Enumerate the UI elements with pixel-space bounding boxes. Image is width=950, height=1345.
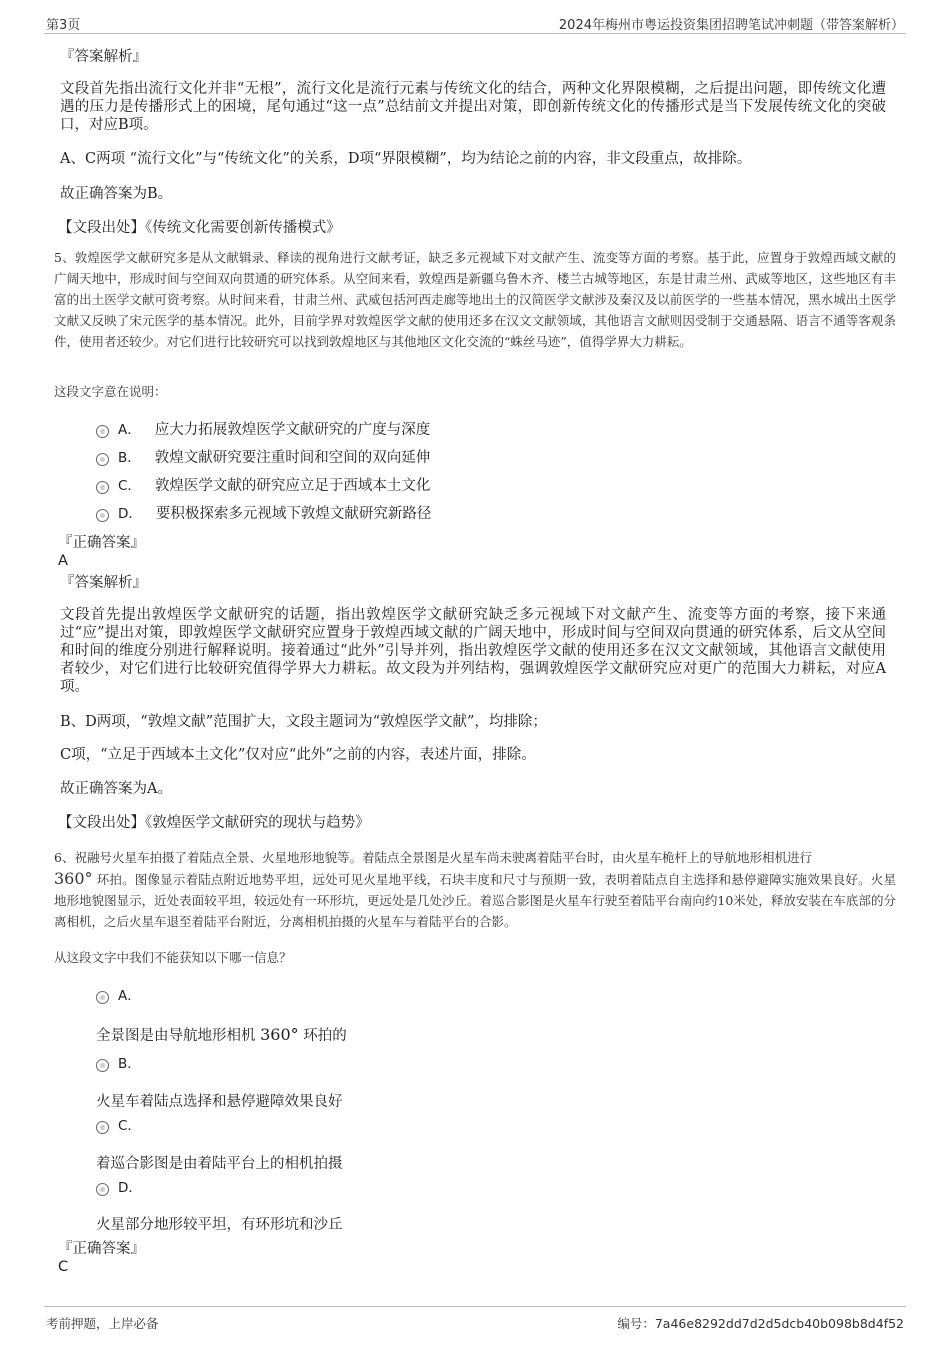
q5-analysis-paragraph-1: 文段首先提出敦煌医学文献研究的话题，指出敦煌医学文献研究缺乏多元视域下对文献产生、流变等方面的考察，接下来通过“应”提出对策，即敦煌医学文献研究应置身于敦煌西域文献的广阔天地中，形成时间与空间双向贯通的研究体系，后文从空间和时间的维度分别进行解释说明。接着通过“此外”引导并列，指出敦煌医学文献的使用还多在汉文文献领域，其他语言文献使用者较少，对它们进行比较研究值得学界大力耕耘。故文段为并列结构，强调敦煌医学文献研究应对更广的范围大力耕耘，对应A项。 (60, 607, 886, 695)
q6-correct-answer: C (58, 1259, 69, 1275)
q6-option-b[interactable] (96, 1052, 155, 1072)
radio-button[interactable] (96, 425, 109, 438)
option-degree: 360° (260, 1025, 299, 1044)
footer-slogan: 考前押题，上岸必备 (46, 1316, 159, 1331)
footer-document-id: 编号：7a46e8292dd7d2d5dcb40b098b8d4f52 (617, 1316, 904, 1331)
q5-analysis-paragraph-4: 故正确答案为A。 (60, 781, 172, 797)
radio-button[interactable] (96, 453, 109, 466)
q5-stem: 5、敦煌医学文献研究多是从文献辑录、释读的视角进行文献考证，缺乏多元视域下对文献产生、流变等方面的考察。基于此，应置身于敦煌西域文献的广阔天地中，形成时间与空间双向贯通的研究体系。从空间来看，敦煌西是新疆乌鲁木齐、楼兰古城等地区，东是甘肃兰州、武威等地区，这些地区有丰富的出土医学文献可资考察。从时间来看，甘肃兰州、武威包括河西走廊等地出土的汉简医学文献涉及秦汉及以前医学的一些基本情况，黑水城出土医学文献又反映了宋元医学的基本情况。此外，目前学界对敦煌医学文献的使用还多在汉文文献领域，其他语言文献则因受制于交通悬隔、语言不通等客观条件，使用者还较少。对它们进行比较研究可以找到敦煌地区与其他地区文化交流的“蛛丝马迹”，值得学界大力耕耘。 (54, 250, 896, 349)
radio-button[interactable] (96, 1183, 109, 1196)
q6-stem-part-1: 6、祝融号火星车拍摄了着陆点全景、火星地形地貌等。着陆点全景图是火星车尚未驶离着陆平台时，由火星车桅杆上的导航地形相机进行 (54, 850, 812, 865)
q5-analysis-paragraph-3: C项，“立足于西域本土文化”仅对应“此外”之前的内容，表述片面，排除。 (60, 747, 536, 763)
radio-button[interactable] (96, 1059, 109, 1072)
q6-option-d[interactable] (96, 1176, 156, 1196)
q5-correct-answer: A (58, 553, 68, 569)
footer-divider (44, 1306, 906, 1307)
option-text: 敦煌医学文献的研究应立足于西域本土文化 (154, 477, 431, 494)
q5-source: 【文段出处】《敦煌医学文献研究的现状与趋势》 (58, 815, 370, 831)
q6-correct-label: 『正确答案』 (58, 1241, 145, 1257)
q6-option-d-text: 火星部分地形较平坦，有环形坑和沙丘 (96, 1217, 343, 1233)
q5-analysis-paragraph-2: B、D两项，“敦煌文献”范围扩大，文段主题词为“敦煌医学文献”，均排除； (60, 714, 547, 730)
option-text: 敦煌文献研究要注重时间和空间的双向延伸 (154, 449, 431, 466)
radio-button[interactable] (96, 1121, 109, 1134)
q6-stem-degree: 360° (54, 869, 93, 888)
q6-option-a[interactable] (96, 984, 155, 1004)
q6-option-b-text: 火星车着陆点选择和悬停避障效果良好 (96, 1094, 343, 1110)
q5-question: 这段文字意在说明： (54, 384, 167, 399)
option-text: 全景图是由导航地形相机 (96, 1028, 256, 1044)
q5-option-d[interactable] (96, 502, 431, 522)
option-letter: C． (118, 478, 141, 494)
q5-option-a[interactable] (96, 418, 430, 438)
q5-option-c[interactable] (96, 474, 430, 494)
radio-button[interactable] (96, 991, 109, 1004)
q6-stem-part-2: 环拍。图像显示着陆点附近地势平坦，远处可见火星地平线，石块丰度和尺寸与预期一致，表明着陆点自主选择和悬停避障实施效果良好。火星地形地貌图显示，近处表面较平坦，较远处有一环形坑，更远处是几处沙丘。着巡合影图是火星车行驶至着陆平台南向约10米处，释放安装在车底部的分离相机，之后火星车退至着陆平台附近，分离相机拍摄的火星车与着陆平台的合影。 (54, 872, 896, 929)
q4-analysis-label: 『答案解析』 (60, 49, 147, 65)
q4-analysis-paragraph-1: 文段首先指出流行文化并非“无根”，流行文化是流行元素与传统文化的结合，两种文化界限模糊，之后提出问题，即传统文化遭遇的压力是传播形式上的困境，尾句通过“这一点”总结前文并提出对策，即创新传统文化的传播形式是当下发展传统文化的突破口，对应B项。 (60, 81, 886, 133)
option-letter: A． (118, 988, 141, 1004)
option-text: 应大力拓展敦煌医学文献研究的广度与深度 (154, 421, 431, 438)
option-letter: A． (118, 422, 141, 438)
q6-option-a-text (96, 1026, 347, 1045)
header-divider (44, 33, 906, 34)
q4-source: 【文段出处】《传统文化需要创新传播模式》 (58, 220, 341, 236)
page-number: 第3页 (46, 18, 81, 33)
radio-button[interactable] (96, 481, 109, 494)
q6-option-c-text: 着巡合影图是由着陆平台上的相机拍摄 (96, 1156, 343, 1172)
q6-question: 从这段文字中我们不能获知以下哪一信息？ (54, 950, 292, 965)
q5-analysis-label: 『答案解析』 (60, 575, 147, 591)
q4-analysis-paragraph-3: 故正确答案为B。 (60, 186, 173, 202)
q6-stem (54, 847, 896, 932)
q5-correct-label: 『正确答案』 (58, 535, 145, 551)
option-letter: B． (118, 1056, 141, 1072)
option-text: 环拍的 (303, 1028, 347, 1044)
option-letter: D． (118, 506, 142, 522)
radio-button[interactable] (96, 509, 109, 522)
option-letter: C． (118, 1118, 141, 1134)
option-text: 要积极探索多元视域下敦煌文献研究新路径 (155, 505, 432, 522)
q4-analysis-paragraph-2: A、C两项 “流行文化”与“传统文化”的关系，D项“界限模糊”，均为结论之前的内容，非文段重点，故排除。 (60, 151, 752, 167)
option-letter: D． (118, 1180, 142, 1196)
option-letter: B． (118, 450, 141, 466)
document-title: 2024年梅州市粤运投资集团招聘笔试冲刺题（带答案解析） (558, 18, 904, 33)
q6-option-c[interactable] (96, 1114, 155, 1134)
q5-option-b[interactable] (96, 446, 430, 466)
